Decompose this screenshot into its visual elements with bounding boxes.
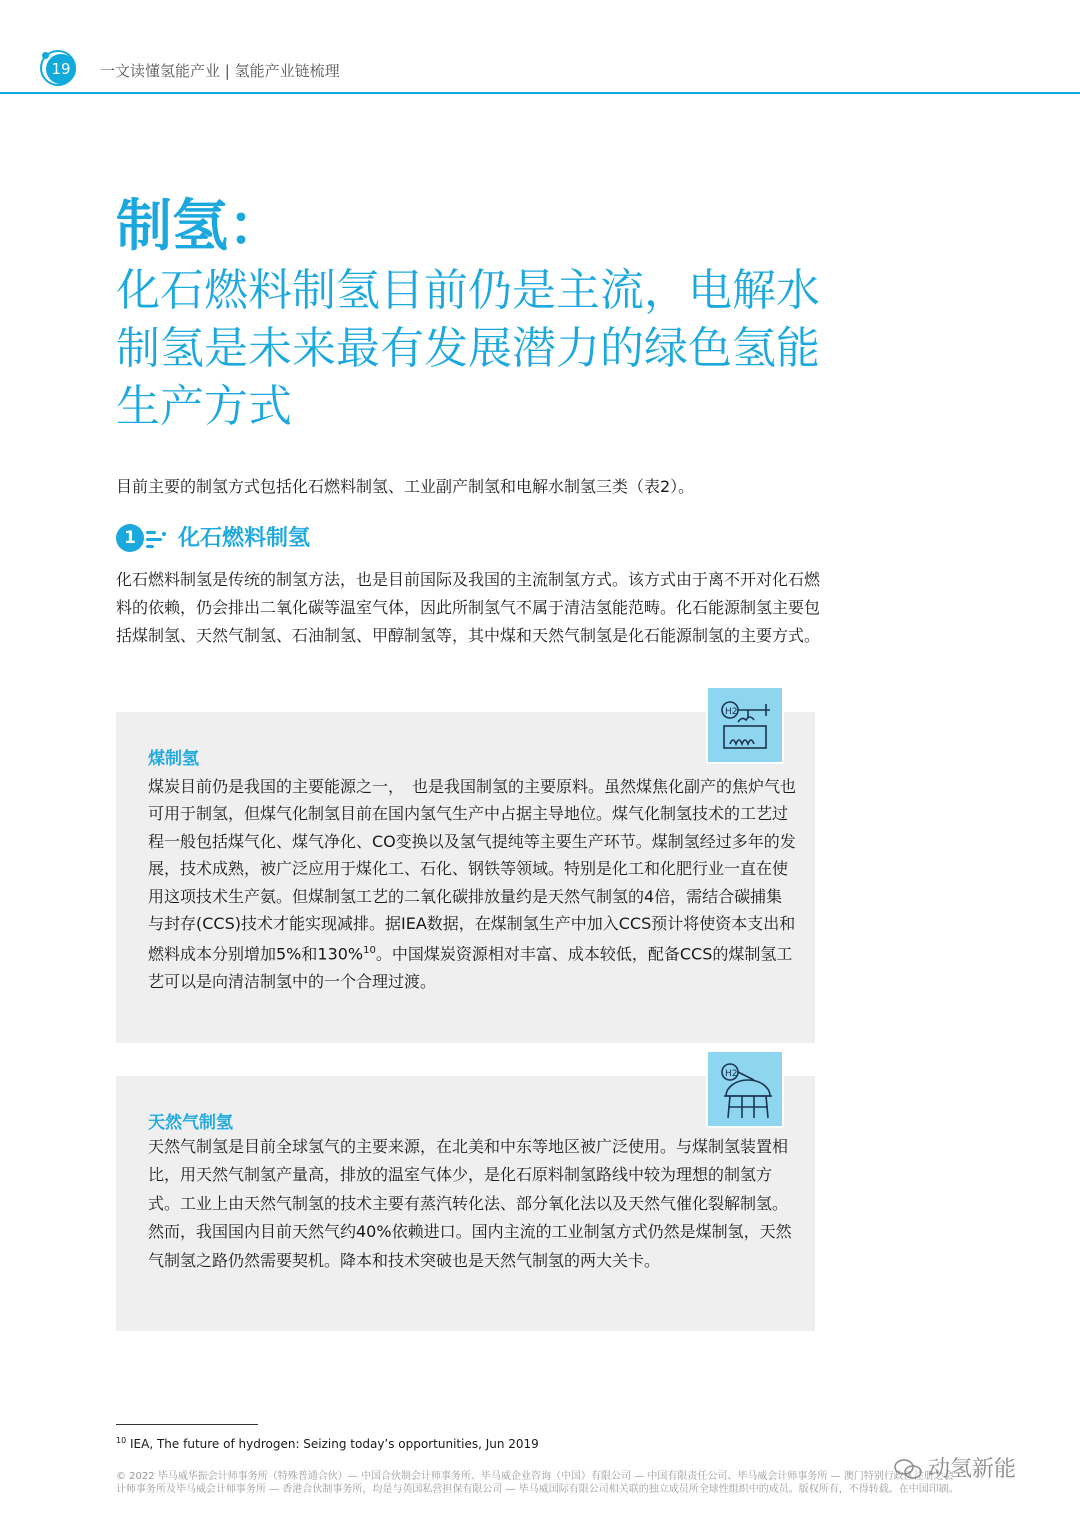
section-title: 化石燃料制氢 <box>178 526 311 551</box>
svg-text:H2: H2 <box>725 707 738 717</box>
header-rule <box>0 92 1080 94</box>
section-number-badge: 1 <box>116 524 144 552</box>
gas-box-text: 天然气制氢是目前全球氢气的主要来源，在北美和中东等地区被广泛使用。与煤制氢装置相比，用天然气制氢产量高，排放的温室气体少，是化石原料制氢路线中较为理想的制氢方式。工业上由天然气制氢的技术主要有蒸汽转化法、部分氧化法以及天然气催化裂解制氢。然而，我国国内目前天然气约40%依赖进口。国内主流的工业制氢方式仍然是煤制氢，天然气制氢之路仍然需要契机。降本和技术突破也是天然气制氢的两大关卡。 <box>148 1137 792 1270</box>
copyright-notice: © 2022 毕马威华振会计师事务所（特殊普通合伙）— 中国合伙制会计师事务所、毕马威企业咨询（中国）有限公司 — 中国有限责任公司、毕马威会计师事务所 — 澳门特别行政区注册之会计师事务所及毕马威会计师事务所 — 香港合伙制事务所，均是与英国私营担保有限公司 — 毕马威国际有限公司相关联的独立成员所全球性组织中的成员。版权所有，不得转载。在中国印刷。 <box>116 1471 959 1495</box>
coal-gasification-h2-icon <box>706 686 784 764</box>
page-number-dot <box>42 52 49 59</box>
footnote-rule <box>116 1424 258 1425</box>
page-number: 19 <box>46 54 76 84</box>
intro-paragraph: 目前主要的制氢方式包括化石燃料制氢、工业副产制氢和电解水制氢三类（表2）。 <box>116 477 695 496</box>
running-header-title: 一文读懂氢能产业 | 氢能产业链梳理 <box>100 62 340 80</box>
section-badge-dash <box>146 538 162 541</box>
coal-box-title: 煤制氢 <box>148 749 199 769</box>
footnote <box>116 1436 539 1451</box>
wechat-icon <box>893 1458 923 1480</box>
natural-gas-tank-h2-icon <box>706 1050 784 1128</box>
chapter-heading: 制氢： <box>116 194 284 259</box>
svg-text:H2: H2 <box>725 1069 738 1079</box>
coal-box-text-end: 。中国煤炭资源相对丰富、成本较低，配备CCS的煤制氢工艺可以是向清洁制氢中的一个合理过渡。 <box>148 944 793 992</box>
chapter-subheading: 化石燃料制氢目前仍是主流，电解水制氢是未来最有发展潜力的绿色氢能生产方式 <box>116 265 820 432</box>
coal-box-text <box>148 773 798 996</box>
gas-box-title: 天然气制氢 <box>148 1113 233 1133</box>
section-badge-dash <box>146 545 154 548</box>
footnote-text: IEA, The future of hydrogen: Seizing today’s opportunities, Jun 2019 <box>130 1437 539 1451</box>
watermark: 动氢新能 <box>928 1457 1017 1482</box>
section-paragraph: 化石燃料制氢是传统的制氢方法，也是目前国际及我国的主流制氢方式。该方式由于离不开对化石燃料的依赖，仍会排出二氧化碳等温室气体，因此所制氢气不属于清洁氢能范畴。化石能源制氢主要包括煤制氢、天然气制氢、石油制氢、甲醇制氢等，其中煤和天然气制氢是化石能源制氢的主要方式。 <box>116 570 821 645</box>
footnote-number: 10 <box>116 1436 127 1445</box>
footnote-ref: 10 <box>363 945 376 957</box>
section-badge-dot <box>162 532 166 536</box>
coal-box-text-main: 煤炭目前仍是我国的主要能源之一， 也是我国制氢的主要原料。虽然煤焦化副产的焦炉气也可用于制氢，但煤气化制氢目前在国内氢气生产中占据主导地位。煤气化制氢技术的工艺过程一般包括煤气化、煤气净化、CO变换以及氢气提纯等主要生产环节。煤制氢经过多年的发展，技术成熟，被广泛应用于煤化工、石化、钢铁等领域。特别是化工和化肥行业一直在使用这项技术生产氨。但煤制氢工艺的二氧化碳排放量约是天然气制氢的4倍，需结合碳捕集与封存(CCS)技术才能实现减排。据IEA数据，在煤制氢生产中加入CCS预计将使资本支出和燃料成本分别增加5%和130% <box>148 777 797 964</box>
section-badge-dash <box>146 531 156 534</box>
